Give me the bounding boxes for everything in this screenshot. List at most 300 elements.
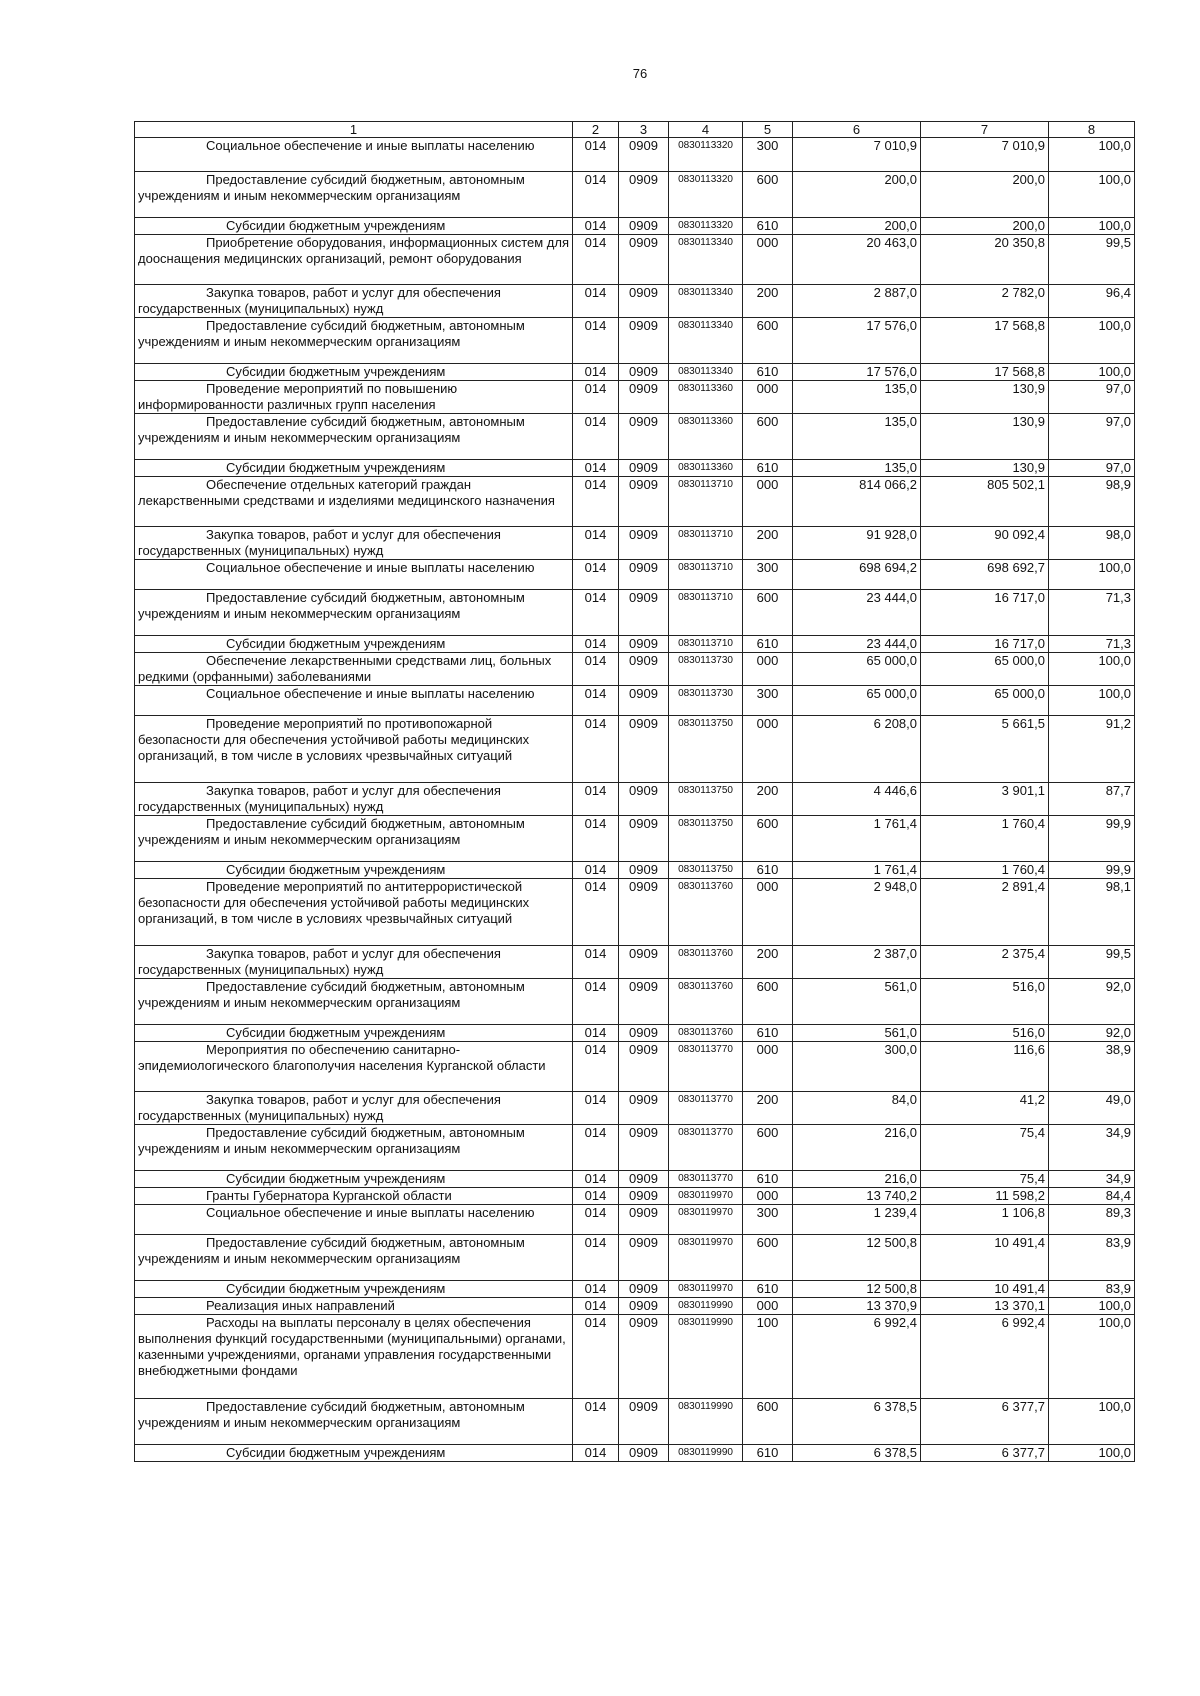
row-name: Проведение мероприятий по антитеррористической безопасности для обеспечения устойчивой работы медицинских организаций, в том числе в условиях чрезвычайных ситуаций <box>135 879 573 946</box>
actual-amount: 11 598,2 <box>921 1188 1049 1205</box>
actual-amount: 1 760,4 <box>921 862 1049 879</box>
table-row <box>135 783 1135 816</box>
planned-amount: 561,0 <box>793 1025 921 1042</box>
row-name: Предоставление субсидий бюджетным, автономным учреждениям и иным некоммерческим организациям <box>135 172 573 218</box>
section-code: 0909 <box>619 1125 669 1171</box>
execution-percent: 49,0 <box>1049 1092 1135 1125</box>
actual-amount: 2 782,0 <box>921 285 1049 318</box>
planned-amount: 2 887,0 <box>793 285 921 318</box>
expense-type-code: 600 <box>743 318 793 364</box>
expense-type-code: 300 <box>743 138 793 172</box>
target-code: 0830113360 <box>669 381 743 414</box>
section-code: 0909 <box>619 1235 669 1281</box>
target-code: 0830113320 <box>669 138 743 172</box>
execution-percent: 99,9 <box>1049 862 1135 879</box>
target-code: 0830113710 <box>669 527 743 560</box>
actual-amount: 200,0 <box>921 218 1049 235</box>
row-name: Социальное обеспечение и иные выплаты населению <box>135 138 573 172</box>
planned-amount: 698 694,2 <box>793 560 921 590</box>
target-code: 0830113710 <box>669 560 743 590</box>
section-code: 0909 <box>619 560 669 590</box>
expense-type-code: 610 <box>743 636 793 653</box>
section-code: 0909 <box>619 1188 669 1205</box>
section-code: 0909 <box>619 364 669 381</box>
expense-type-code: 610 <box>743 218 793 235</box>
execution-percent: 100,0 <box>1049 560 1135 590</box>
actual-amount: 75,4 <box>921 1125 1049 1171</box>
planned-amount: 6 208,0 <box>793 716 921 783</box>
table-row <box>135 1399 1135 1445</box>
ministry-code: 014 <box>573 1042 619 1092</box>
table-row <box>135 560 1135 590</box>
ministry-code: 014 <box>573 879 619 946</box>
ministry-code: 014 <box>573 783 619 816</box>
planned-amount: 12 500,8 <box>793 1235 921 1281</box>
expense-type-code: 300 <box>743 1205 793 1235</box>
ministry-code: 014 <box>573 285 619 318</box>
row-name: Субсидии бюджетным учреждениям <box>135 364 573 381</box>
actual-amount: 41,2 <box>921 1092 1049 1125</box>
expense-type-code: 610 <box>743 862 793 879</box>
planned-amount: 12 500,8 <box>793 1281 921 1298</box>
row-name: Социальное обеспечение и иные выплаты населению <box>135 686 573 716</box>
actual-amount: 65 000,0 <box>921 653 1049 686</box>
actual-amount: 17 568,8 <box>921 364 1049 381</box>
actual-amount: 116,6 <box>921 1042 1049 1092</box>
planned-amount: 17 576,0 <box>793 318 921 364</box>
section-code: 0909 <box>619 1205 669 1235</box>
ministry-code: 014 <box>573 1399 619 1445</box>
table-row <box>135 477 1135 527</box>
ministry-code: 014 <box>573 381 619 414</box>
table-row <box>135 686 1135 716</box>
execution-percent: 100,0 <box>1049 653 1135 686</box>
target-code: 0830113360 <box>669 414 743 460</box>
expense-type-code: 610 <box>743 1025 793 1042</box>
row-name: Предоставление субсидий бюджетным, автономным учреждениям и иным некоммерческим организациям <box>135 1125 573 1171</box>
expense-type-code: 000 <box>743 1298 793 1315</box>
table-row <box>135 1315 1135 1399</box>
planned-amount: 561,0 <box>793 979 921 1025</box>
actual-amount: 516,0 <box>921 1025 1049 1042</box>
planned-amount: 2 948,0 <box>793 879 921 946</box>
table-row <box>135 218 1135 235</box>
table-row <box>135 1281 1135 1298</box>
row-name: Закупка товаров, работ и услуг для обеспечения государственных (муниципальных) нужд <box>135 946 573 979</box>
planned-amount: 300,0 <box>793 1042 921 1092</box>
ministry-code: 014 <box>573 946 619 979</box>
expense-type-code: 610 <box>743 1445 793 1462</box>
section-code: 0909 <box>619 138 669 172</box>
planned-amount: 7 010,9 <box>793 138 921 172</box>
planned-amount: 216,0 <box>793 1171 921 1188</box>
section-code: 0909 <box>619 381 669 414</box>
column-header: 4 <box>669 122 743 138</box>
section-code: 0909 <box>619 1315 669 1399</box>
ministry-code: 014 <box>573 527 619 560</box>
row-name: Предоставление субсидий бюджетным, автономным учреждениям и иным некоммерческим организациям <box>135 318 573 364</box>
table-row <box>135 1235 1135 1281</box>
execution-percent: 38,9 <box>1049 1042 1135 1092</box>
expense-type-code: 600 <box>743 414 793 460</box>
ministry-code: 014 <box>573 716 619 783</box>
execution-percent: 99,5 <box>1049 235 1135 285</box>
section-code: 0909 <box>619 1042 669 1092</box>
ministry-code: 014 <box>573 235 619 285</box>
ministry-code: 014 <box>573 653 619 686</box>
planned-amount: 13 740,2 <box>793 1188 921 1205</box>
execution-percent: 84,4 <box>1049 1188 1135 1205</box>
ministry-code: 014 <box>573 460 619 477</box>
table-row <box>135 1298 1135 1315</box>
actual-amount: 20 350,8 <box>921 235 1049 285</box>
execution-percent: 99,5 <box>1049 946 1135 979</box>
section-code: 0909 <box>619 285 669 318</box>
table-row <box>135 235 1135 285</box>
target-code: 0830113730 <box>669 653 743 686</box>
expense-type-code: 600 <box>743 1399 793 1445</box>
table-row <box>135 879 1135 946</box>
planned-amount: 20 463,0 <box>793 235 921 285</box>
actual-amount: 6 377,7 <box>921 1399 1049 1445</box>
target-code: 0830113340 <box>669 318 743 364</box>
expense-type-code: 600 <box>743 816 793 862</box>
planned-amount: 23 444,0 <box>793 590 921 636</box>
execution-percent: 87,7 <box>1049 783 1135 816</box>
actual-amount: 516,0 <box>921 979 1049 1025</box>
expense-type-code: 600 <box>743 1125 793 1171</box>
execution-percent: 34,9 <box>1049 1125 1135 1171</box>
ministry-code: 014 <box>573 1205 619 1235</box>
execution-percent: 100,0 <box>1049 138 1135 172</box>
ministry-code: 014 <box>573 979 619 1025</box>
expense-type-code: 600 <box>743 979 793 1025</box>
planned-amount: 91 928,0 <box>793 527 921 560</box>
target-code: 0830113770 <box>669 1092 743 1125</box>
section-code: 0909 <box>619 783 669 816</box>
actual-amount: 17 568,8 <box>921 318 1049 364</box>
row-name: Гранты Губернатора Курганской области <box>135 1188 573 1205</box>
ministry-code: 014 <box>573 318 619 364</box>
execution-percent: 100,0 <box>1049 318 1135 364</box>
column-header: 6 <box>793 122 921 138</box>
ministry-code: 014 <box>573 218 619 235</box>
ministry-code: 014 <box>573 1281 619 1298</box>
table-row <box>135 590 1135 636</box>
execution-percent: 34,9 <box>1049 1171 1135 1188</box>
row-name: Закупка товаров, работ и услуг для обеспечения государственных (муниципальных) нужд <box>135 285 573 318</box>
target-code: 0830113730 <box>669 686 743 716</box>
ministry-code: 014 <box>573 560 619 590</box>
expense-type-code: 000 <box>743 1042 793 1092</box>
target-code: 0830113760 <box>669 879 743 946</box>
expense-type-code: 000 <box>743 477 793 527</box>
table-row <box>135 1092 1135 1125</box>
target-code: 0830113750 <box>669 862 743 879</box>
table-row <box>135 1445 1135 1462</box>
target-code: 0830113760 <box>669 946 743 979</box>
actual-amount: 7 010,9 <box>921 138 1049 172</box>
table-row <box>135 1125 1135 1171</box>
actual-amount: 3 901,1 <box>921 783 1049 816</box>
expense-type-code: 610 <box>743 1171 793 1188</box>
section-code: 0909 <box>619 318 669 364</box>
section-code: 0909 <box>619 1399 669 1445</box>
expense-type-code: 610 <box>743 364 793 381</box>
target-code: 0830113340 <box>669 235 743 285</box>
execution-percent: 100,0 <box>1049 1315 1135 1399</box>
table-row <box>135 979 1135 1025</box>
ministry-code: 014 <box>573 590 619 636</box>
row-name: Предоставление субсидий бюджетным, автономным учреждениям и иным некоммерческим организациям <box>135 979 573 1025</box>
execution-percent: 89,3 <box>1049 1205 1135 1235</box>
execution-percent: 97,0 <box>1049 414 1135 460</box>
ministry-code: 014 <box>573 172 619 218</box>
row-name: Субсидии бюджетным учреждениям <box>135 862 573 879</box>
section-code: 0909 <box>619 862 669 879</box>
row-name: Субсидии бюджетным учреждениям <box>135 1171 573 1188</box>
actual-amount: 130,9 <box>921 460 1049 477</box>
target-code: 0830113750 <box>669 816 743 862</box>
row-name: Закупка товаров, работ и услуг для обеспечения государственных (муниципальных) нужд <box>135 527 573 560</box>
actual-amount: 6 992,4 <box>921 1315 1049 1399</box>
section-code: 0909 <box>619 590 669 636</box>
execution-percent: 92,0 <box>1049 1025 1135 1042</box>
target-code: 0830113760 <box>669 1025 743 1042</box>
table-row <box>135 716 1135 783</box>
table-row <box>135 138 1135 172</box>
section-code: 0909 <box>619 1092 669 1125</box>
planned-amount: 200,0 <box>793 218 921 235</box>
planned-amount: 1 239,4 <box>793 1205 921 1235</box>
ministry-code: 014 <box>573 1025 619 1042</box>
section-code: 0909 <box>619 172 669 218</box>
expense-type-code: 600 <box>743 172 793 218</box>
table-row <box>135 636 1135 653</box>
target-code: 0830113340 <box>669 364 743 381</box>
planned-amount: 814 066,2 <box>793 477 921 527</box>
table-row <box>135 381 1135 414</box>
table-row <box>135 653 1135 686</box>
ministry-code: 014 <box>573 1125 619 1171</box>
planned-amount: 6 992,4 <box>793 1315 921 1399</box>
actual-amount: 10 491,4 <box>921 1235 1049 1281</box>
planned-amount: 216,0 <box>793 1125 921 1171</box>
table-row <box>135 172 1135 218</box>
actual-amount: 1 106,8 <box>921 1205 1049 1235</box>
planned-amount: 13 370,9 <box>793 1298 921 1315</box>
target-code: 0830113750 <box>669 783 743 816</box>
expense-type-code: 200 <box>743 527 793 560</box>
planned-amount: 200,0 <box>793 172 921 218</box>
actual-amount: 805 502,1 <box>921 477 1049 527</box>
planned-amount: 65 000,0 <box>793 653 921 686</box>
execution-percent: 99,9 <box>1049 816 1135 862</box>
actual-amount: 698 692,7 <box>921 560 1049 590</box>
actual-amount: 13 370,1 <box>921 1298 1049 1315</box>
row-name: Проведение мероприятий по противопожарной безопасности для обеспечения устойчивой работы медицинских организаций, в том числе в условиях чрезвычайных ситуаций <box>135 716 573 783</box>
column-header: 7 <box>921 122 1049 138</box>
execution-percent: 83,9 <box>1049 1235 1135 1281</box>
target-code: 0830113770 <box>669 1171 743 1188</box>
section-code: 0909 <box>619 218 669 235</box>
ministry-code: 014 <box>573 1445 619 1462</box>
row-name: Закупка товаров, работ и услуг для обеспечения государственных (муниципальных) нужд <box>135 783 573 816</box>
ministry-code: 014 <box>573 862 619 879</box>
table-row <box>135 816 1135 862</box>
planned-amount: 6 378,5 <box>793 1399 921 1445</box>
target-code: 0830113710 <box>669 636 743 653</box>
target-code: 0830119990 <box>669 1298 743 1315</box>
section-code: 0909 <box>619 235 669 285</box>
actual-amount: 2 375,4 <box>921 946 1049 979</box>
table-row <box>135 318 1135 364</box>
target-code: 0830113320 <box>669 218 743 235</box>
planned-amount: 17 576,0 <box>793 364 921 381</box>
row-name: Приобретение оборудования, информационных систем для дооснащения медицинских организаций, ремонт оборудования <box>135 235 573 285</box>
column-header: 5 <box>743 122 793 138</box>
execution-percent: 98,9 <box>1049 477 1135 527</box>
execution-percent: 100,0 <box>1049 1445 1135 1462</box>
execution-percent: 71,3 <box>1049 590 1135 636</box>
execution-percent: 91,2 <box>1049 716 1135 783</box>
actual-amount: 75,4 <box>921 1171 1049 1188</box>
column-header: 2 <box>573 122 619 138</box>
section-code: 0909 <box>619 1025 669 1042</box>
table-row <box>135 460 1135 477</box>
section-code: 0909 <box>619 653 669 686</box>
expense-type-code: 200 <box>743 1092 793 1125</box>
target-code: 0830119990 <box>669 1315 743 1399</box>
target-code: 0830113750 <box>669 716 743 783</box>
execution-percent: 92,0 <box>1049 979 1135 1025</box>
planned-amount: 65 000,0 <box>793 686 921 716</box>
row-name: Обеспечение лекарственными средствами лиц, больных редкими (орфанными) заболеваниями <box>135 653 573 686</box>
expense-type-code: 610 <box>743 1281 793 1298</box>
ministry-code: 014 <box>573 138 619 172</box>
row-name: Субсидии бюджетным учреждениям <box>135 1445 573 1462</box>
planned-amount: 84,0 <box>793 1092 921 1125</box>
row-name: Проведение мероприятий по повышению информированности различных групп населения <box>135 381 573 414</box>
planned-amount: 135,0 <box>793 414 921 460</box>
ministry-code: 014 <box>573 1235 619 1281</box>
row-name: Обеспечение отдельных категорий граждан лекарственными средствами и изделиями медицинского назначения <box>135 477 573 527</box>
row-name: Субсидии бюджетным учреждениям <box>135 1025 573 1042</box>
execution-percent: 100,0 <box>1049 1298 1135 1315</box>
target-code: 0830113770 <box>669 1042 743 1092</box>
section-code: 0909 <box>619 686 669 716</box>
ministry-code: 014 <box>573 636 619 653</box>
target-code: 0830119990 <box>669 1399 743 1445</box>
ministry-code: 014 <box>573 1092 619 1125</box>
table-row <box>135 285 1135 318</box>
section-code: 0909 <box>619 414 669 460</box>
planned-amount: 6 378,5 <box>793 1445 921 1462</box>
table-row <box>135 414 1135 460</box>
page-number: 76 <box>632 66 648 81</box>
expense-type-code: 000 <box>743 381 793 414</box>
ministry-code: 014 <box>573 1315 619 1399</box>
execution-percent: 100,0 <box>1049 172 1135 218</box>
actual-amount: 16 717,0 <box>921 590 1049 636</box>
target-code: 0830113340 <box>669 285 743 318</box>
row-name: Социальное обеспечение и иные выплаты населению <box>135 560 573 590</box>
ministry-code: 014 <box>573 364 619 381</box>
expense-type-code: 610 <box>743 460 793 477</box>
section-code: 0909 <box>619 1171 669 1188</box>
expense-type-code: 200 <box>743 946 793 979</box>
actual-amount: 1 760,4 <box>921 816 1049 862</box>
planned-amount: 23 444,0 <box>793 636 921 653</box>
target-code: 0830119970 <box>669 1235 743 1281</box>
execution-percent: 97,0 <box>1049 460 1135 477</box>
planned-amount: 135,0 <box>793 381 921 414</box>
target-code: 0830113770 <box>669 1125 743 1171</box>
actual-amount: 2 891,4 <box>921 879 1049 946</box>
row-name: Предоставление субсидий бюджетным, автономным учреждениям и иным некоммерческим организациям <box>135 1235 573 1281</box>
execution-percent: 100,0 <box>1049 686 1135 716</box>
table-row <box>135 1188 1135 1205</box>
row-name: Закупка товаров, работ и услуг для обеспечения государственных (муниципальных) нужд <box>135 1092 573 1125</box>
ministry-code: 014 <box>573 1298 619 1315</box>
target-code: 0830119990 <box>669 1445 743 1462</box>
actual-amount: 65 000,0 <box>921 686 1049 716</box>
execution-percent: 97,0 <box>1049 381 1135 414</box>
section-code: 0909 <box>619 979 669 1025</box>
section-code: 0909 <box>619 1445 669 1462</box>
actual-amount: 130,9 <box>921 381 1049 414</box>
row-name: Субсидии бюджетным учреждениям <box>135 460 573 477</box>
actual-amount: 90 092,4 <box>921 527 1049 560</box>
section-code: 0909 <box>619 1281 669 1298</box>
table-row <box>135 364 1135 381</box>
header-row <box>135 122 1135 138</box>
execution-percent: 71,3 <box>1049 636 1135 653</box>
target-code: 0830113710 <box>669 590 743 636</box>
execution-percent: 100,0 <box>1049 364 1135 381</box>
expense-type-code: 200 <box>743 285 793 318</box>
planned-amount: 1 761,4 <box>793 816 921 862</box>
execution-percent: 100,0 <box>1049 1399 1135 1445</box>
table-row <box>135 862 1135 879</box>
expense-type-code: 000 <box>743 653 793 686</box>
row-name: Субсидии бюджетным учреждениям <box>135 218 573 235</box>
ministry-code: 014 <box>573 477 619 527</box>
section-code: 0909 <box>619 636 669 653</box>
execution-percent: 98,1 <box>1049 879 1135 946</box>
section-code: 0909 <box>619 1298 669 1315</box>
expense-type-code: 300 <box>743 686 793 716</box>
expense-type-code: 000 <box>743 1188 793 1205</box>
actual-amount: 200,0 <box>921 172 1049 218</box>
planned-amount: 4 446,6 <box>793 783 921 816</box>
column-header: 1 <box>135 122 573 138</box>
expense-type-code: 300 <box>743 560 793 590</box>
table-row <box>135 946 1135 979</box>
actual-amount: 5 661,5 <box>921 716 1049 783</box>
row-name: Расходы на выплаты персоналу в целях обеспечения выполнения функций государственными (муниципальными) органами, казенными учреждениями, органами управления государственными внебюджетными фондами <box>135 1315 573 1399</box>
target-code: 0830113760 <box>669 979 743 1025</box>
table-row <box>135 1042 1135 1092</box>
expense-type-code: 200 <box>743 783 793 816</box>
row-name: Мероприятия по обеспечению санитарно-эпидемиологического благополучия населения Курганской области <box>135 1042 573 1092</box>
ministry-code: 014 <box>573 414 619 460</box>
row-name: Предоставление субсидий бюджетным, автономным учреждениям и иным некоммерческим организациям <box>135 590 573 636</box>
target-code: 0830119970 <box>669 1205 743 1235</box>
expense-type-code: 000 <box>743 235 793 285</box>
section-code: 0909 <box>619 879 669 946</box>
actual-amount: 6 377,7 <box>921 1445 1049 1462</box>
